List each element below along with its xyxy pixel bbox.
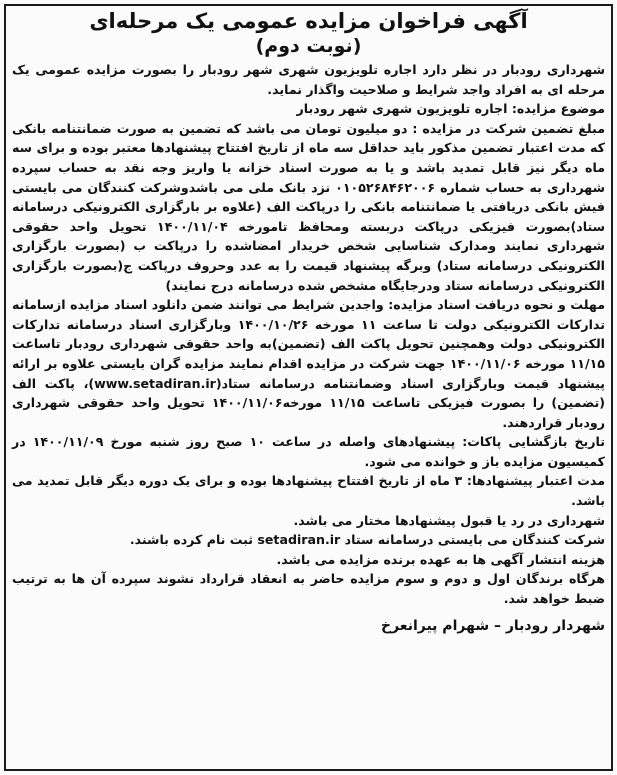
opening-date-paragraph: تاریخ بازگشایی پاکات: پیشنهادهای واصله در ساعت ۱۰ صبح روز شنبه مورخ ۱۴۰۰/۱۱/۰۹ در کمیسیون مزایده باز و خوانده می شود. — [12, 434, 605, 469]
validity-paragraph: مدت اعتبار پیشنهادها: ۳ ماه از تاریخ افتتاح پیشنهادها بوده و برای یک دوره دیگر قابل تمدید می باشد. — [12, 473, 605, 509]
rejection-right-paragraph: شهرداری در رد یا قبول پیشنهادها مختار می باشد. — [293, 512, 605, 528]
auction-subject: موضوع مزایده: اجاره تلویزیون شهری شهر رودبار — [296, 101, 605, 117]
notice-subtitle: (نوبت دوم) — [255, 35, 362, 57]
documents-deadline-paragraph: مهلت و نحوه دریافت اسناد مزایده: واجدین شرایط می توانند ضمن دانلود اسناد مزایده ازسامانه تدارکات الکترونیکی دولت تا ساعت ۱۱ مورخه ۱۴۰۰/۱۰/۲۶ وبارگزاری اسناد درسامانه تدارکات الکترونیکی دولت وهمچنین تحویل پاکت الف (تضمین)به واحد حقوقی شهرداری رودبار تاساعت ۱۱/۱۵ مورخه ۱۴۰۰/۱۱/۰۶ جهت شرکت در مزایده اقدام نمایند مزایده گران بایستی علاوه بر ارائه پیشنهاد قیمت وبارگزاری اسناد وضمانتنامه درسامانه ستاد(www.setadiran.ir)، پاکت الف (تضمین) را بصورت فیزیکی تاساعت ۱۱/۱۵ مورخه۱۴۰۰/۱۱/۰۶ تحویل واحد حقوقی شهرداری رودبار قراردهند. — [12, 297, 606, 430]
mayor-signature: شهردار رودبار – شهرام پیرانعرخ — [381, 617, 605, 634]
intro-paragraph: شهرداری رودبار در نظر دارد اجاره تلویزیون شهری شهر رودبار را بصورت مزایده عمومی یک مرحله ای به افراد واجد شرایط و صلاحیت واگذار نماید. — [12, 62, 605, 97]
registration-paragraph: شرکت کنندگان می بایستی درسامانه ستاد setadiran.ir ثبت نام کرده باشند. — [129, 532, 605, 548]
notice-content — [12, 8, 605, 769]
notice-title: آگهی فراخوان مزایده عمومی یک مرحله‌ای — [89, 9, 528, 33]
guarantee-paragraph: مبلغ تضمین شرکت در مزایده : دو میلیون تومان می باشد که تضمین به صورت ضمانتنامه بانکی که مدت اعتبار تضمین مذکور باید حداقل سه ماه از تاریخ افتتاح پیشنهادها معتبر بوده و برای سه ماه دیگر نیز قابل تمدید باشد و یا به صورت اسناد خزانه یا واریز وجه نقد به حساب سپرده شهرداری به حساب شماره ۰۱۰۵۲۶۸۴۶۲۰۰۶ نزد بانک ملی می باشدوشرکت کنندگان می بایستی فیش بانکی دریافتی یا ضمانتنامه بانکی را درپاکت الف (علاوه بر بارگزاری الکترونیکی درسامانه ستاد)بصورت فیزیکی درپاکت دربسته ومحافظ تامورخه ۱۴۰۰/۱۱/۰۴ تحویل واحد حقوقی شهرداری نمایند ومدارک شناسایی شخص خریدار امضاشده را درپاکت ب (بصورت بارگزاری الکترونیکی درسامانه ستاد) وبرگه پیشنهاد قیمت را به عدد وحروف درپاکت ج(بصورت بارگزاری الکترونیکی درسامانه ستاد ودرجایگاه مشخص شده درسامانه درج نمایند) — [12, 120, 606, 293]
publication-cost-paragraph: هزینه انتشار آگهی ها به عهده برنده مزایده می باشد. — [276, 551, 605, 567]
forfeit-paragraph: هرگاه برندگان اول و دوم و سوم مزایده حاضر به انعقاد قرارداد نشوند سپرده آن ها به ترتیب ضبط خواهد شد. — [12, 571, 605, 607]
